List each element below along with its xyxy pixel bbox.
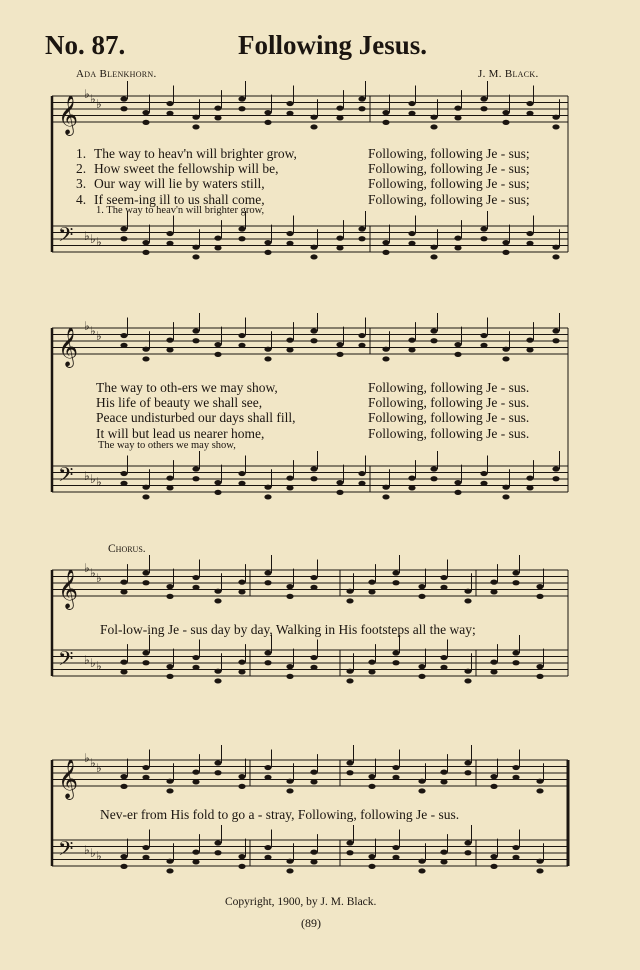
svg-text:♭: ♭ [90,472,96,486]
verse-line: 2. How sweet the fellowship will be, [76,161,279,177]
svg-text:♭: ♭ [84,751,90,765]
svg-text:𝄢: 𝄢 [58,223,74,251]
page-number: (89) [301,916,321,930]
refrain-lines-1 [368,146,530,207]
refrain-line: Following, following Je - sus. [368,380,530,395]
svg-text:𝄞: 𝄞 [58,759,79,799]
svg-text:𝄢: 𝄢 [58,837,74,865]
refrain-line: Following, following Je - sus; [368,161,530,177]
svg-text:♭: ♭ [96,235,102,249]
refrain-line: Following, following Je - sus. [368,395,530,411]
svg-text:♭: ♭ [96,329,102,343]
verse-line: 1. The way to heav'n will brighter grow, [76,146,297,161]
svg-text:♭: ♭ [96,475,102,489]
svg-text:♭: ♭ [84,87,90,101]
copyright-notice: Copyright, 1900, by J. M. Black. [225,896,377,908]
chorus-label: Chorus. [108,543,146,555]
svg-text:♭: ♭ [84,319,90,333]
chorus-line-1: Fol-low-ing Je - sus day by day, Walking in His footsteps all the way; [100,622,476,637]
refrain-line: Following, following Je - sus; [368,191,530,207]
hymn-number: No. 87. [45,30,126,60]
svg-text:♭: ♭ [84,653,90,667]
svg-text:♭: ♭ [84,843,90,857]
verse-line: It will but lead us nearer home, [96,425,265,441]
refrain-line: Following, following Je - sus. [368,425,530,441]
svg-text:♭: ♭ [90,656,96,670]
svg-text:♭: ♭ [84,561,90,575]
svg-text:♭: ♭ [96,659,102,673]
svg-text:♭: ♭ [90,92,96,106]
svg-text:♭: ♭ [84,469,90,483]
bass-underlay-2: The way to others we may show, [98,440,236,451]
svg-text:♭: ♭ [96,571,102,585]
svg-text:♭: ♭ [90,846,96,860]
composer-credit: J. M. Black. [478,68,539,80]
refrain-line: Following, following Je - sus; [368,176,530,192]
svg-text:♭: ♭ [90,324,96,338]
svg-text:𝄢: 𝄢 [58,647,74,675]
svg-text:𝄞: 𝄞 [58,327,79,367]
verse-line: The way to oth-ers we may show, [96,380,278,395]
svg-text:𝄢: 𝄢 [58,463,74,491]
hymn-title: Following Jesus. [238,30,428,60]
svg-text:♭: ♭ [84,229,90,243]
svg-text:♭: ♭ [90,566,96,580]
bass-underlay-1: 1. The way to heav'n will brighter grow, [96,205,265,216]
verse-line: Peace undisturbed our days shall fill, [96,410,296,426]
refrain-line: Following, following Je - sus. [368,410,530,426]
svg-text:♭: ♭ [96,97,102,111]
refrain-line: Following, following Je - sus; [368,146,530,161]
verse-lines-2 [96,380,295,441]
verse-line: 4. If seem-ing ill to us shall come, [76,191,265,207]
svg-text:𝄞: 𝄞 [58,569,79,609]
svg-text:♭: ♭ [96,849,102,863]
svg-text:♭: ♭ [90,232,96,246]
refrain-lines-2 [368,380,529,441]
svg-text:𝄞: 𝄞 [58,95,79,135]
verse-lines-1 [76,146,297,207]
verse-line: His life of beauty we shall see, [96,395,263,411]
svg-text:♭: ♭ [96,761,102,775]
verse-line: 3. Our way will lie by waters still, [76,176,265,192]
author-credit: Ada Blenkhorn. [76,68,157,80]
chorus-line-2: Nev-er from His fold to go a - stray, Following, following Je - sus. [100,807,460,822]
svg-text:♭: ♭ [90,756,96,770]
